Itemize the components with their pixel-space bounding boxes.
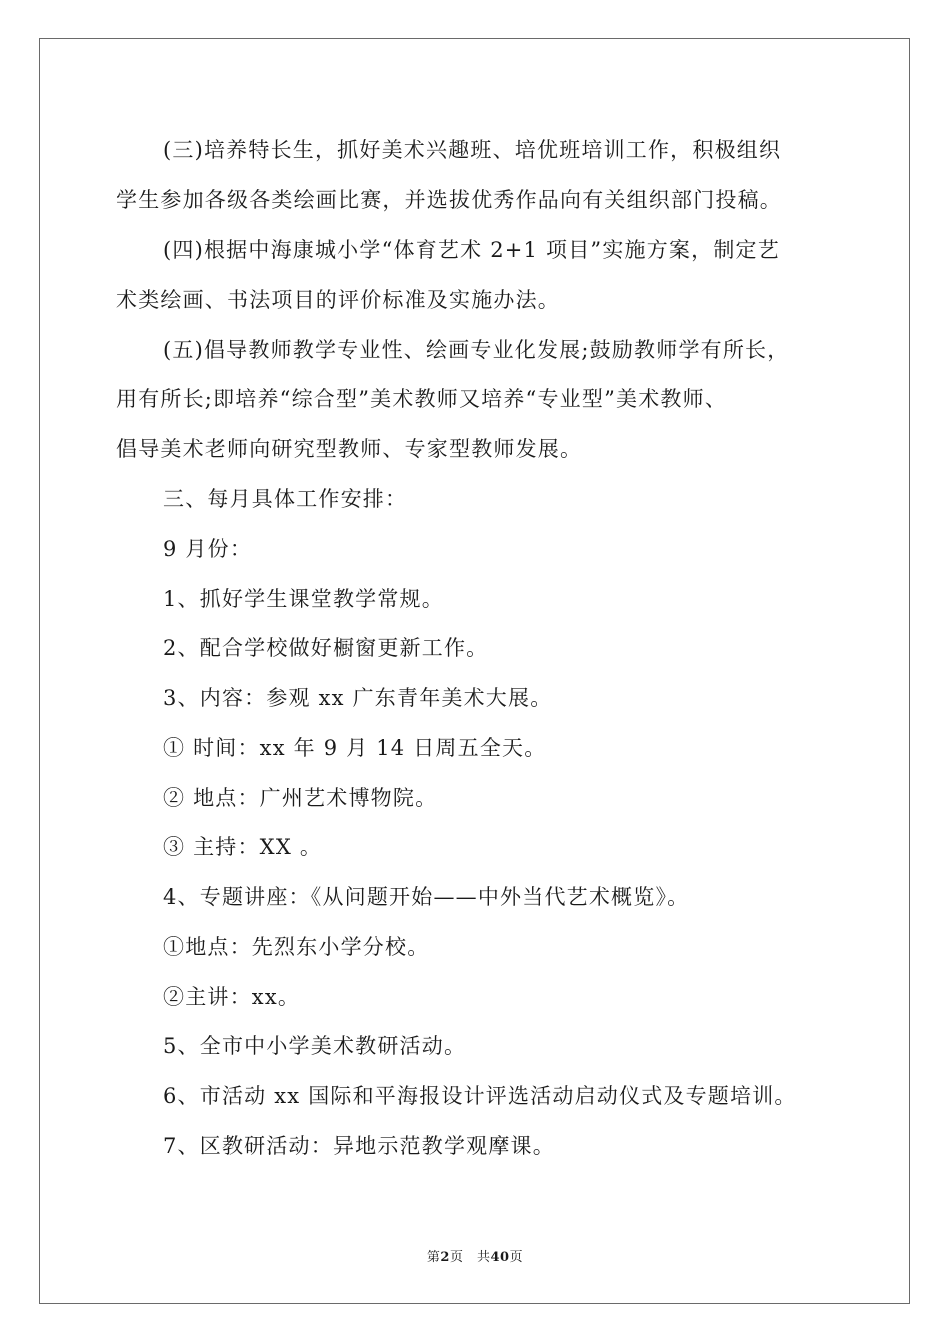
sub-list-item: ② 地点：广州艺术博物院。 bbox=[163, 786, 438, 810]
sub-list-item: ②主讲：xx。 bbox=[163, 985, 301, 1009]
paragraph-line: (五)倡导教师教学专业性、绘画专业化发展;鼓励教师学有所长， bbox=[163, 338, 790, 362]
page-footer bbox=[0, 1246, 950, 1265]
footer-middle: 页 共 bbox=[449, 1250, 491, 1265]
sub-list-item: ③ 主持：XX 。 bbox=[163, 835, 323, 859]
list-item: 1、抓好学生课堂教学常规。 bbox=[163, 587, 444, 611]
sub-list-item: ①地点：先烈东小学分校。 bbox=[163, 935, 430, 959]
paragraph-line: (四)根据中海康城小学“体育艺术 2+1 项目”实施方案，制定艺 bbox=[163, 238, 780, 262]
paragraph-line: (三)培养特长生，抓好美术兴趣班、培优班培训工作，积极组织 bbox=[163, 138, 782, 162]
list-item: 5、全市中小学美术教研活动。 bbox=[163, 1034, 467, 1058]
list-item: 3、内容：参观 xx 广东青年美术大展。 bbox=[163, 686, 553, 710]
footer-suffix: 页 bbox=[509, 1250, 524, 1265]
list-item: 4、专题讲座：《从问题开始——中外当代艺术概览》。 bbox=[163, 885, 690, 909]
paragraph-line: 学生参加各级各类绘画比赛，并选拔优秀作品向有关组织部门投稿。 bbox=[116, 188, 782, 212]
total-page-count: 40 bbox=[490, 1250, 510, 1265]
list-item: 2、配合学校做好橱窗更新工作。 bbox=[163, 636, 489, 660]
paragraph-line: 倡导美术老师向研究型教师、专家型教师发展。 bbox=[116, 437, 583, 461]
section-heading: 三、每月具体工作安排： bbox=[163, 487, 408, 511]
page-border bbox=[39, 38, 910, 1304]
paragraph-line: 术类绘画、书法项目的评价标准及实施办法。 bbox=[116, 288, 560, 312]
footer-prefix: 第 bbox=[426, 1250, 441, 1265]
current-page-number: 2 bbox=[440, 1250, 450, 1265]
list-item: 7、区教研活动：异地示范教学观摩课。 bbox=[163, 1134, 555, 1158]
month-heading: 9 月份： bbox=[163, 537, 253, 561]
paragraph-line: 用有所长;即培养“综合型”美术教师又培养“专业型”美术教师、 bbox=[116, 387, 728, 411]
list-item: 6、市活动 xx 国际和平海报设计评选活动启动仪式及专题培训。 bbox=[163, 1084, 797, 1108]
sub-list-item: ① 时间：xx 年 9 月 14 日周五全天。 bbox=[163, 736, 547, 760]
